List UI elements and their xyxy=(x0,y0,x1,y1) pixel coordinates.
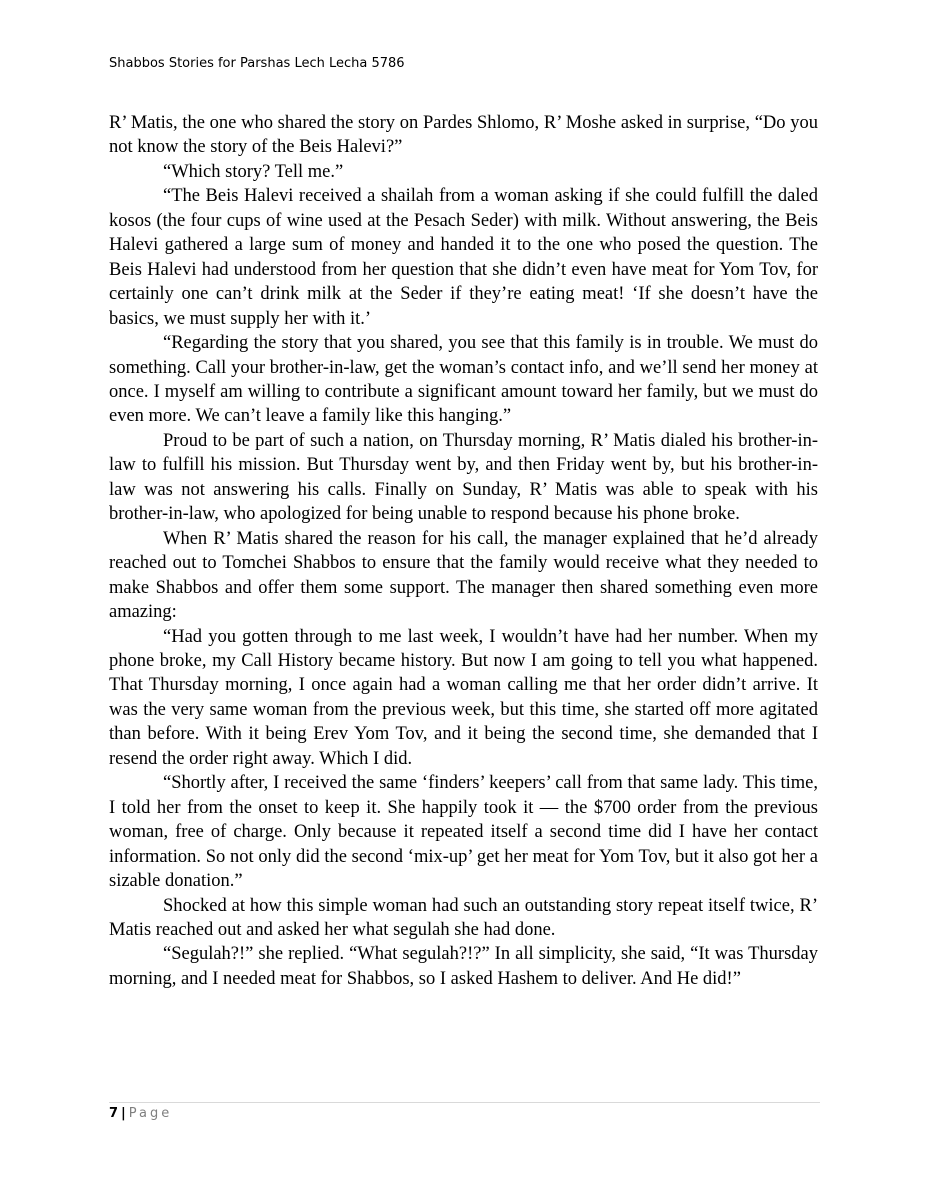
paragraph: “The Beis Halevi received a shailah from a woman asking if she could fulfill the daled kosos (the four cups of wine used at the Pesach Seder) with milk. Without answering, the Beis Halevi gathered a large sum of money and handed it to the one who posed the question. The Beis Halevi had understood from her question that she didn’t even have meat for Yom Tov, for certainly one can’t drink milk at the Seder if they’re eating meat! ‘If she doesn’t have the basics, we must supply her with it.’ xyxy=(109,186,818,329)
page-label: Page xyxy=(128,1106,173,1121)
page-separator: | xyxy=(121,1106,126,1121)
paragraph: “Segulah?!” she replied. “What segulah?!?” In all simplicity, she said, “It was Thursday morning, and I needed meat for Shabbos, so I asked Hashem to deliver. And He did!” xyxy=(109,944,818,989)
paragraph: Proud to be part of such a nation, on Thursday morning, R’ Matis dialed his brother-in-law to fulfill his mission. But Thursday went by, and then Friday went by, but his brother-in-law was not answering his calls. Finally on Sunday, R’ Matis was able to speak with his brother-in-law, who apologized for being unable to respond because his phone broke. xyxy=(109,430,818,525)
paragraph: “Shortly after, I received the same ‘finders’ keepers’ call from that same lady. This time, I told her from the onset to keep it. She happily took it — the $700 order from the previous woman, free of charge. Only because it repeated itself a second time did I have her contact information. So not only did the second ‘mix-up’ get her meat for Yom Tov, but it also got her a sizable donation.” xyxy=(109,773,818,892)
paragraph: “Which story? Tell me.” xyxy=(163,161,344,182)
paragraph: Shocked at how this simple woman had such an outstanding story repeat itself twice, R’ Matis reached out and asked her what segulah she had done. xyxy=(109,895,818,940)
paragraph: “Had you gotten through to me last week, I wouldn’t have had her number. When my phone broke, my Call History became history. But now I am going to tell you what happened. That Thursday morning, I once again had a woman calling me that her order didn’t arrive. It was the very same woman from the previous week, but this time, she started off more agitated than before. With it being Erev Yom Tov, and it being the second time, she demanded that I resend the order right away. Which I did. xyxy=(109,626,818,769)
paragraph: When R’ Matis shared the reason for his call, the manager explained that he’d already reached out to Tomchei Shabbos to ensure that the family would receive what they needed to make Shabbos and offer them some support. The manager then shared something even more amazing: xyxy=(109,528,818,623)
page-header-title: Shabbos Stories for Parshas Lech Lecha 5786 xyxy=(109,56,405,71)
paragraph: R’ Matis, the one who shared the story on Pardes Shlomo, R’ Moshe asked in surprise, “Do you not know the story of the Beis Halevi?” xyxy=(109,113,818,158)
document-body xyxy=(109,111,818,991)
page-footer xyxy=(109,1106,172,1121)
page-number: 7 xyxy=(109,1106,119,1121)
footer-divider xyxy=(109,1102,820,1103)
paragraph: “Regarding the story that you shared, you see that this family is in trouble. We must do something. Call your brother-in-law, get the woman’s contact info, and we’ll send her money at once. I myself am willing to contribute a significant amount toward her family, but we must do even more. We can’t leave a family like this hanging.” xyxy=(109,333,818,427)
